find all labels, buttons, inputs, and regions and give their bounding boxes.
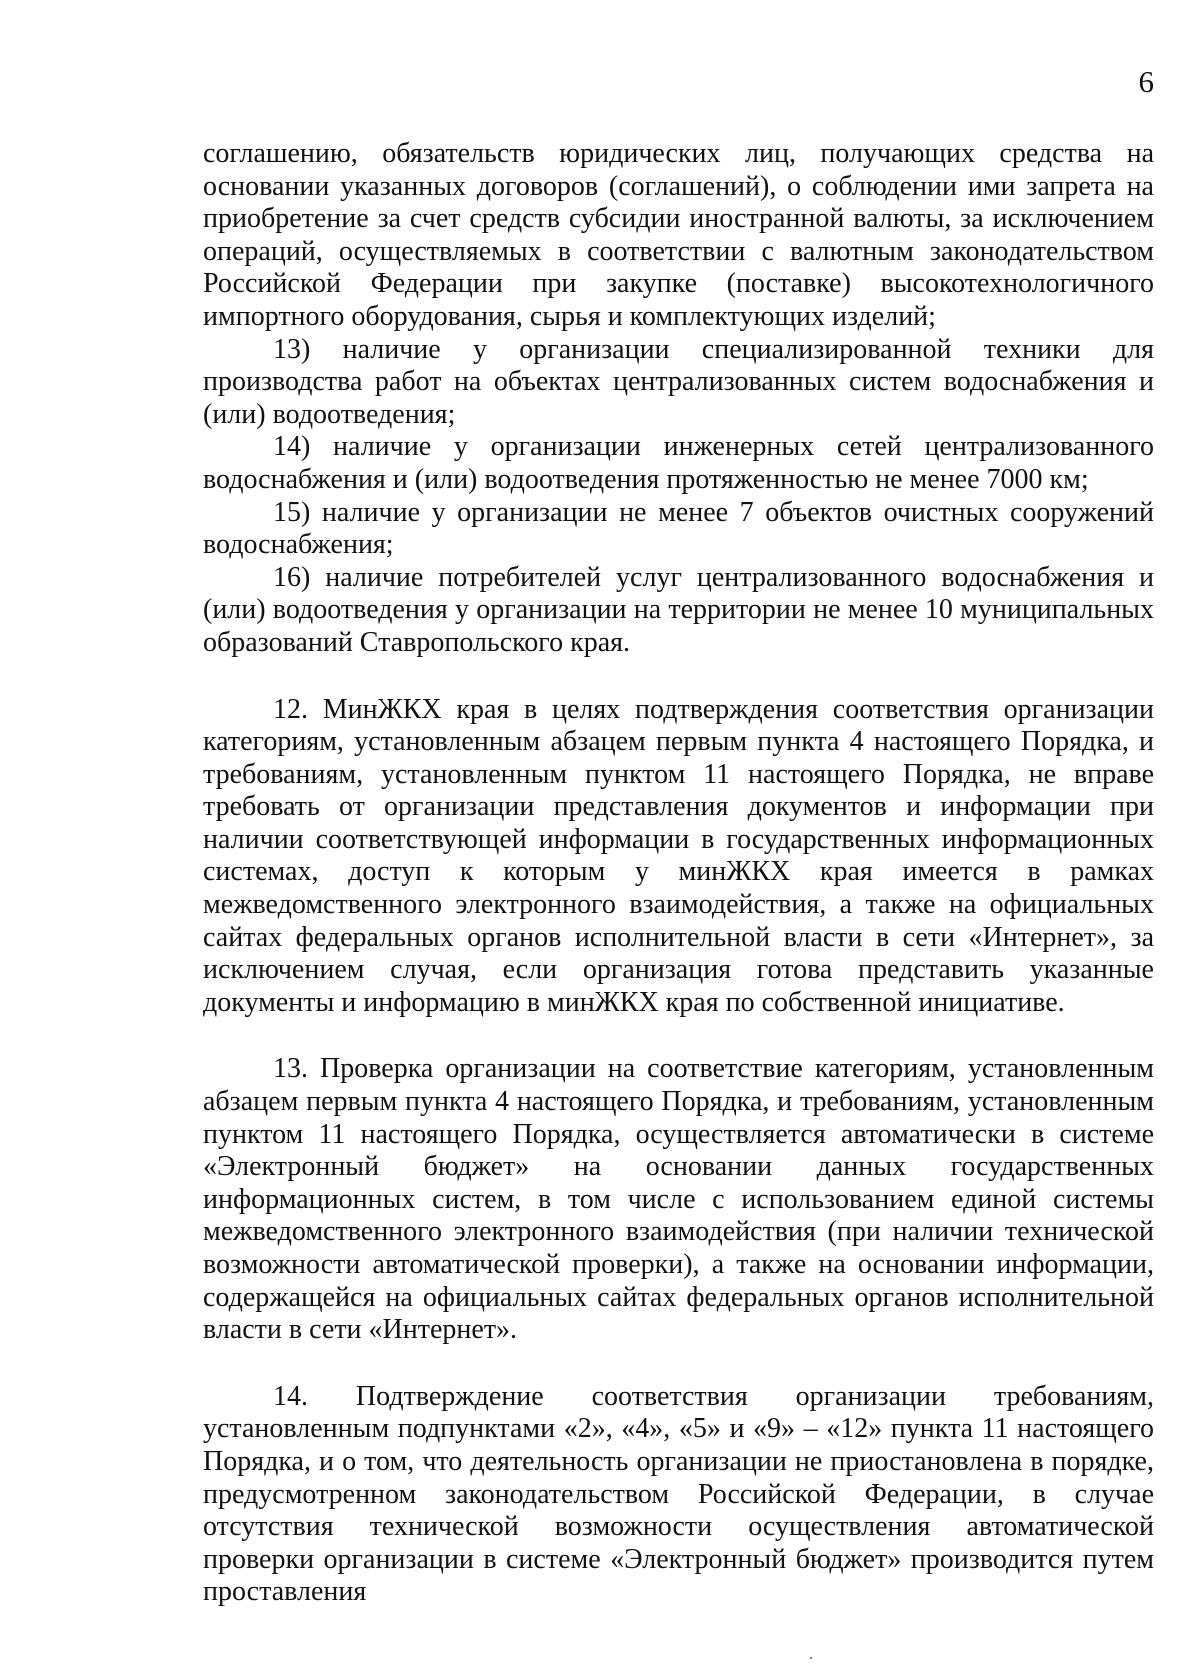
- document-body: [203, 138, 1154, 1609]
- list-item-13: 13) наличие у организации специализированной техники для производства работ на объектах централизованных систем водоснабжения и (или) водоотведения;: [203, 333, 1154, 430]
- clause-14: 14. Подтверждение соответствия организации требованиям, установленным подпунктами «2», «4», «5» и «9» – «12» пункта 11 настоящего Порядка, и о том, что деятельность организации не приостановлена в порядке, предусмотренном законодательством Российской Федерации, в случае отсутствия технической возможности осуществления автоматической проверки организации в системе «Электронный бюджет» производится путем проставления: [203, 1380, 1154, 1608]
- scan-speck: [810, 1657, 812, 1659]
- clause-13: 13. Проверка организации на соответствие категориям, установленным абзацем первым пункта 4 настоящего Порядка, и требованиям, установленным пунктом 11 настоящего Порядка, осуществляется автоматически в системе «Электронный бюджет» на основании данных государственных информационных систем, в том числе с использованием единой системы межведомственного электронного взаимодействия (при наличии технической возможности автоматической проверки), а также на основании информации, содержащейся на официальных сайтах федеральных органов исполнительной власти в сети «Интернет».: [203, 1053, 1154, 1346]
- clause-12: 12. МинЖКХ края в целях подтверждения соответствия организации категориям, установленным абзацем первым пункта 4 настоящего Порядка, и требованиям, установленным пунктом 11 настоящего Порядка, не вправе требовать от организации представления документов и информации при наличии соответствующей информации в государственных информационных системах, доступ к которым у минЖКХ края имеется в рамках межведомственного электронного взаимодействия, а также на официальных сайтах федеральных органов исполнительной власти в сети «Интернет», за исключением случая, если организация готова представить указанные документы и информацию в минЖКХ края по собственной инициативе.: [203, 693, 1154, 1018]
- page-number: 6: [1138, 64, 1154, 99]
- list-item-14: 14) наличие у организации инженерных сетей централизованного водоснабжения и (или) водоотведения протяженностью не менее 7000 км;: [203, 431, 1154, 495]
- list-item-16: 16) наличие потребителей услуг централизованного водоснабжения и (или) водоотведения у организации на территории не менее 10 муниципальных образований Ставропольского края.: [203, 561, 1154, 658]
- paragraph-continuation: соглашению, обязательств юридических лиц, получающих средства на основании указанных договоров (соглашений), о соблюдении ими запрета на приобретение за счет средств субсидии иностранной валюты, за исключением операций, осуществляемых в соответствии с валютным законодательством Российской Федерации при закупке (поставке) высокотехнологичного импортного оборудования, сырья и комплектующих изделий;: [203, 138, 1154, 332]
- list-item-15: 15) наличие у организации не менее 7 объектов очистных сооружений водоснабжения;: [203, 496, 1154, 561]
